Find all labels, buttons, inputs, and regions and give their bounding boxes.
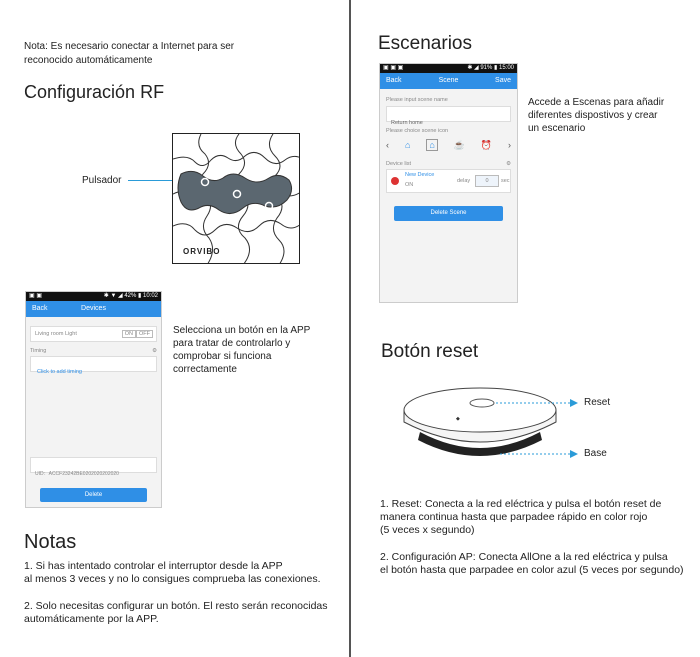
app-bar <box>380 73 517 89</box>
scene-name-input[interactable] <box>386 106 511 126</box>
scene-name-value: Return home <box>391 120 423 126</box>
status-icons-left: ▣ ▣ ▣ <box>383 65 404 71</box>
status-bar <box>26 292 161 301</box>
add-timing-row[interactable] <box>30 356 157 375</box>
alarm-icon[interactable]: ⏰ <box>480 139 493 150</box>
settings-icon: ⚙ <box>152 348 157 354</box>
timing-header <box>30 348 157 354</box>
remove-device-icon[interactable] <box>391 177 399 185</box>
device-top <box>404 388 556 432</box>
delete-button[interactable]: Delete <box>40 488 147 502</box>
device-row[interactable] <box>30 326 157 342</box>
device-list-label: Device list <box>386 161 412 167</box>
puzzle-switch-image <box>172 133 300 264</box>
scene-name-label: Please input scene name <box>386 97 448 103</box>
screen-title: Scene <box>438 77 459 84</box>
notas-title: Notas <box>24 531 77 553</box>
status-icons-left: ▣ ▣ <box>29 293 43 299</box>
devices-screen-mockup <box>25 291 162 508</box>
status-icons-right: ✱ ◢ 91% ▮ 15:00 <box>467 65 514 71</box>
column-divider <box>349 0 351 657</box>
base-arrow <box>570 450 578 458</box>
reset-label: Reset <box>584 397 611 408</box>
uid-text: UID：ACCF23242BE0202020202020 <box>35 471 119 477</box>
delete-scene-button[interactable]: Delete Scene <box>394 206 503 221</box>
scene-device-name: New Device <box>405 172 435 178</box>
instruction-1: 1. Reset: Conecta a la red eléctrica y pulsa el botón reset de manera continua hasta que parpadee rápido en color rojo (5 veces x segundo) <box>380 498 662 536</box>
scene-icon-picker <box>386 137 511 153</box>
uid-row <box>30 457 157 477</box>
delay-input[interactable]: 0 <box>475 175 499 187</box>
sec-label: sec <box>501 178 510 184</box>
device-name: Living room Light <box>35 331 77 337</box>
add-timing-link[interactable]: Click to add timing <box>37 369 82 375</box>
pulsador-label: Pulsador <box>82 175 122 186</box>
selected-scene-icon[interactable]: ⌂ <box>426 139 437 151</box>
scene-icon-label: Please choice scene icon <box>386 128 449 134</box>
reset-button-icon <box>470 399 494 407</box>
settings-icon: ⚙ <box>506 161 511 167</box>
brand-logo: ORVIBO <box>183 247 221 256</box>
accede-text: Accede a Escenas para añadir diferentes dispostivos y crear un escenario <box>528 97 665 134</box>
timing-label: Timing <box>30 348 47 354</box>
app-bar <box>26 301 161 317</box>
status-icons-right: ✱ ▼ ◢ 42% ▮ 10:02 <box>103 293 158 299</box>
nota-1: 1. Si has intentado controlar el interruptor desde la APP al menos 3 veces y no lo consigues comprueba las conexiones. <box>24 560 321 585</box>
chevron-left-icon[interactable]: ‹ <box>386 140 389 150</box>
highlighted-pieces <box>178 171 292 213</box>
home-icon[interactable]: ⌂ <box>404 140 411 150</box>
reset-arrow <box>570 399 578 407</box>
nota-2: 2. Solo necesitas configurar un botón. El resto serán reconocidas automáticamente por la APP. <box>24 600 328 625</box>
base-label: Base <box>584 448 607 459</box>
rf-config-title: Configuración RF <box>24 82 165 102</box>
scene-device-state: ON <box>405 182 414 188</box>
device-list-header <box>386 161 511 167</box>
off-button[interactable]: OFF <box>136 330 153 338</box>
chevron-right-icon[interactable]: › <box>508 140 511 150</box>
escenarios-title: Escenarios <box>378 33 472 54</box>
puzzle-graphic <box>173 134 300 264</box>
delay-label: delay <box>457 178 471 184</box>
device-logo-mark: ◆ <box>456 416 460 422</box>
status-bar <box>380 64 517 73</box>
cup-icon[interactable]: ☕ <box>453 139 465 150</box>
screen-title: Devices <box>81 305 106 312</box>
internet-note: Nota: Es necesario conectar a Internet para ser reconocido automáticamente <box>24 41 235 66</box>
selecciona-text: Selecciona un botón en la APP para tratar de controlarlo y comprobar si funciona correctamente <box>173 325 311 375</box>
back-button[interactable]: Back <box>32 305 48 312</box>
scene-device-row[interactable] <box>386 169 511 193</box>
save-button[interactable]: Save <box>495 77 511 84</box>
reset-title: Botón reset <box>381 341 479 362</box>
scene-screen-mockup <box>379 63 518 303</box>
instruction-2: 2. Configuración AP: Conecta AllOne a la red eléctrica y pulsa el botón hasta que parpadee en color azul (5 veces por segundo) <box>380 551 684 576</box>
back-button[interactable]: Back <box>386 77 402 84</box>
on-button[interactable]: ON <box>122 330 136 338</box>
